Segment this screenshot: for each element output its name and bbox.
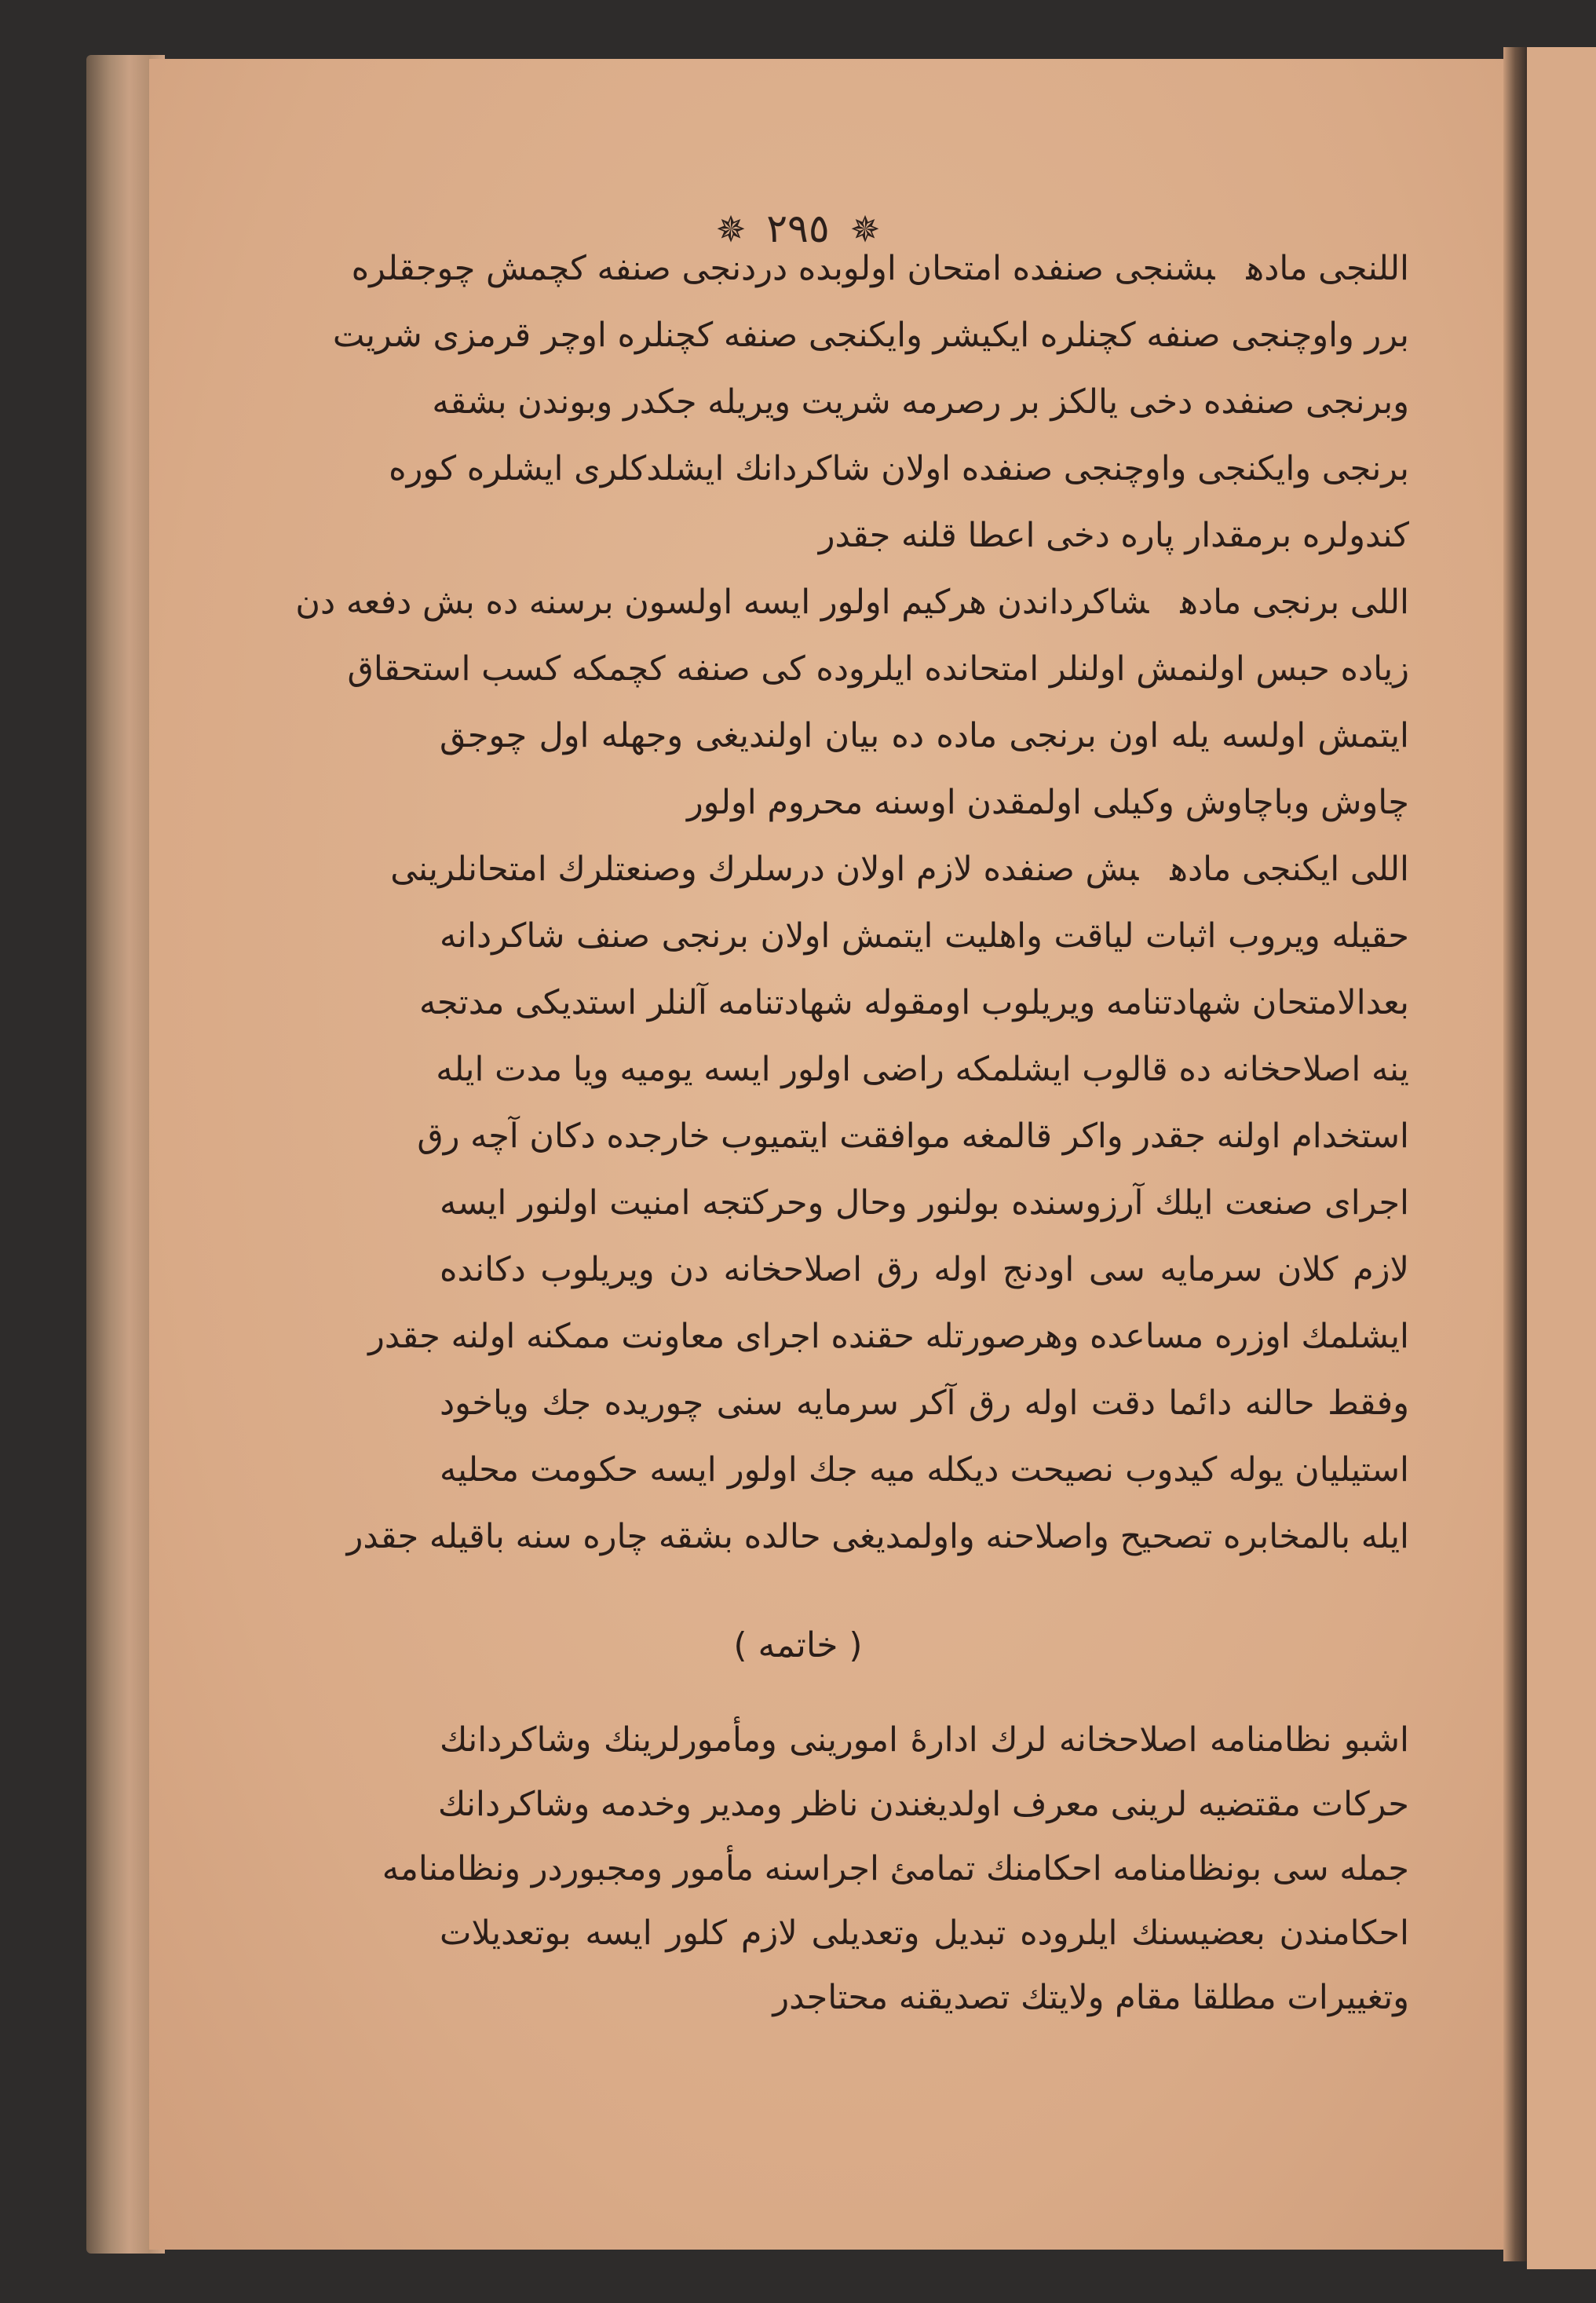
text-line (417, 1103, 1409, 1170)
text-line (418, 970, 1409, 1036)
text-line (347, 636, 1409, 703)
text-line (437, 1772, 1409, 1837)
line-text: برر واوچنجی صنفه کچنلره ایکیشر وایکنجی صنفه کچنلره اوچر قرمزی شریت (332, 316, 1409, 355)
text-line (432, 369, 1409, 436)
text-line (351, 236, 1409, 302)
article-label: اللنجی ماده (1246, 249, 1409, 288)
page-number: ٢٩٥ (766, 206, 830, 251)
text-line (295, 569, 1409, 636)
line-text: بعدالامتحان شهادتنامه ویریلوب اومقوله شهادتنامه آلنلر استدیکی مدتجه (418, 983, 1409, 1022)
line-text: حقیله ویروب اثبات لیاقت واهلیت ایتمش اولان برنجی صنف شاکردانه (440, 916, 1409, 956)
text-line (390, 836, 1409, 903)
closing-heading: ( خاتمه ) (733, 1625, 863, 1665)
next-page-edge (1527, 47, 1596, 2269)
text-line (436, 1036, 1409, 1103)
line-text: ینه اصلاحخانه ده قالوب ایشلمکه راضی اولور ایسه یومیه ویا مدت ایله (436, 1050, 1409, 1089)
line-text: بش صنفده لازم اولان درسلرك وصنعتلرك امتحانلرینی (390, 850, 1139, 889)
text-line (440, 769, 1409, 836)
text-line (440, 903, 1409, 970)
line-text: اشبو نظامنامه اصلاحخانه لرك ادارهٔ امورینی ومأمورلرینك وشاکردانك (440, 1720, 1409, 1760)
text-line (440, 1437, 1409, 1504)
article-label: اللی ایکنجی ماده (1170, 850, 1409, 889)
text-line (440, 703, 1409, 769)
line-text: وفقط حالنه دائما دقت اوله رق آکر سرمایه سنی چوریده جك ویاخود (440, 1384, 1409, 1423)
line-text: اجرای صنعت ایلك آرزوسنده بولنور وحال وحرکتجه امنیت اولنور ایسه (440, 1183, 1409, 1223)
line-text: شاکرداندن هرکیم اولور ایسه اولسون برسنه ده بش دفعه دن (295, 583, 1149, 622)
line-text: چاوش وباچاوش وکیلی اولمقدن اوسنه محروم اولور (686, 783, 1409, 822)
text-line (440, 1237, 1409, 1303)
line-text: احکامندن بعضیسنك ایلروده تبدیل وتعدیلی لازم کلور ایسه بوتعدیلات (440, 1914, 1409, 1953)
line-text: وبرنجی صنفده دخی یالکز بر رصرمه شریت ویریله جکدر وبوندن بشقه (432, 382, 1409, 422)
text-line (389, 436, 1409, 503)
line-text: استخدام اولنه جقدر واکر قالمغه موافقت ایتمیوب خارجده دکان آچه رق (417, 1117, 1409, 1156)
article-label: اللی برنجی ماده (1180, 583, 1409, 622)
text-line (440, 1370, 1409, 1437)
line-text: لازم کلان سرمایه سی اودنج اوله رق اصلاحخانه دن ویریلوب دکانده (440, 1250, 1409, 1289)
line-text: ایتمش اولسه یله اون برنجی ماده ده بیان اولندیغی وجهله اول چوجق (440, 716, 1409, 755)
line-text: جمله سی بونظامنامه احکامنك تمامئ اجراسنه مأمور ومجبوردر ونظامنامه (382, 1849, 1409, 1888)
text-line (440, 503, 1409, 569)
ornament-icon: ✵ (849, 208, 881, 250)
line-text: زیاده حبس اولنمش اولنلر امتحانده ایلروده کی صنفه کچمکه کسب استحقاق (347, 649, 1409, 689)
line-text: وتغییرات مطلقا مقام ولایتك تصدیقنه محتاجدر (772, 1978, 1409, 2017)
closing-text (382, 1708, 1409, 2030)
text-line (368, 1303, 1409, 1370)
text-line (440, 1708, 1409, 1772)
book-gutter (1503, 47, 1527, 2261)
text-line (346, 1504, 1409, 1570)
text-line (332, 302, 1409, 369)
text-line (440, 1170, 1409, 1237)
line-text: حرکات مقتضیه لرینی معرف اولدیغندن ناظر ومدیر وخدمه وشاکردانك (437, 1785, 1409, 1824)
line-text: ایله بالمخابره تصحیح واصلاحنه واولمدیغی حالده بشقه چاره سنه باقیله جقدر (346, 1517, 1409, 1556)
line-text: ایشلمك اوزره مساعده وهرصورتله حقنده اجرای معاونت ممکنه اولنه جقدر (368, 1317, 1409, 1356)
line-text: بشنجی صنفده امتحان اولوبده دردنجی صنفه کچمش چوجقلره (351, 249, 1215, 288)
line-text: برنجی وایکنجی واوچنجی صنفده اولان شاکردانك ایشلدکلری ایشلره کوره (389, 449, 1409, 488)
text-line (440, 1965, 1409, 2030)
ornament-icon: ✵ (715, 208, 747, 250)
text-line (382, 1837, 1409, 1901)
text-line (440, 1901, 1409, 1965)
body-text (295, 236, 1409, 1570)
line-text: استیلیان یوله کیدوب نصیحت دیکله میه جك اولور ایسه حکومت محلیه (440, 1450, 1409, 1490)
line-text: کندولره برمقدار پاره دخی اعطا قلنه جقدر (818, 516, 1409, 555)
